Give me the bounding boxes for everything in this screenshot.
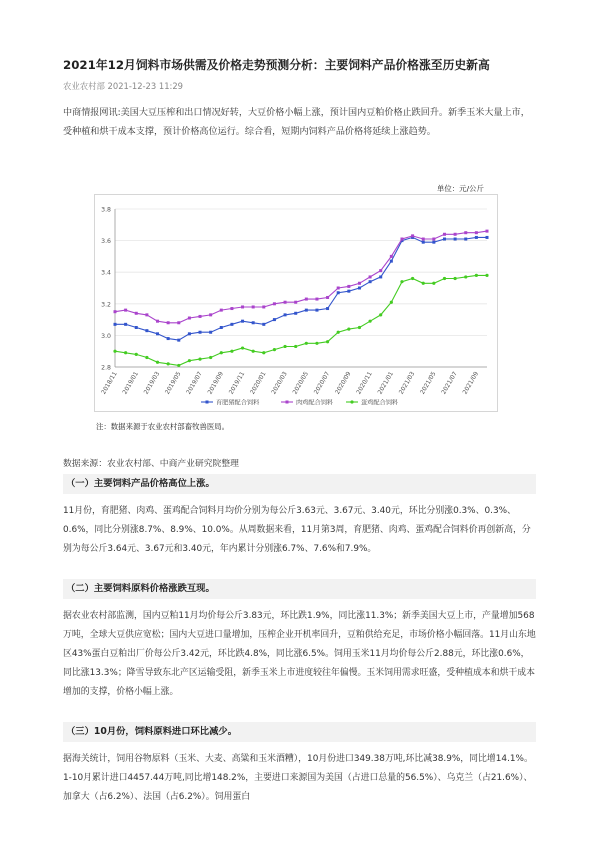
x-tick-label: 2019/03 xyxy=(142,370,162,396)
data-point xyxy=(156,361,159,364)
section-2 xyxy=(63,579,536,702)
legend-label: 肉鸡配合饲料 xyxy=(296,399,334,407)
data-point xyxy=(145,356,148,359)
data-point xyxy=(156,320,159,323)
data-point xyxy=(422,238,425,241)
data-point xyxy=(486,230,489,233)
data-point xyxy=(262,323,265,326)
data-point xyxy=(379,269,382,272)
data-point xyxy=(390,260,393,263)
data-point xyxy=(390,255,393,258)
data-point xyxy=(294,345,297,348)
data-point xyxy=(422,241,425,244)
data-point xyxy=(337,331,340,334)
data-point xyxy=(135,326,138,329)
data-point xyxy=(156,332,159,335)
x-tick-label: 2020/01 xyxy=(249,370,268,396)
data-point xyxy=(305,342,308,345)
article-intro: 中商情报网讯:美国大豆压榨和出口情况好转，大豆价格小幅上涨，预计国内豆粕价格止跌回升。新季玉米大量上市，受种植和烘干成本支撑，预计价格高位运行。综合看，短期内饲料产品价格将延续上涨趋势。 xyxy=(63,108,530,137)
data-point xyxy=(411,277,414,280)
data-point xyxy=(443,238,446,241)
y-tick-label: 3.8 xyxy=(101,206,111,214)
data-point xyxy=(167,362,170,365)
data-point xyxy=(220,309,223,312)
data-point xyxy=(454,277,457,280)
section-1 xyxy=(63,474,536,559)
data-point xyxy=(209,331,212,334)
data-point xyxy=(443,277,446,280)
data-point xyxy=(432,241,435,244)
data-point xyxy=(485,274,488,277)
data-point xyxy=(464,231,467,234)
data-point xyxy=(199,331,202,334)
data-point xyxy=(199,315,202,318)
section-3-body: 据海关统计，饲用谷物原料（玉米、大麦、高粱和玉米酒糟），10月份进口349.38万吨,环比减38.9%，同比增14.1%。1-10月累计进口4457.44万吨,同比增148.2%，主要进口来源国为美国（占进口总量的56.5%）、乌克兰（占21.6%）、加拿大（占6.2%）、法国（占6.2%）。饲用蛋白 xyxy=(63,754,533,802)
data-point xyxy=(337,287,340,290)
x-tick-label: 2021/05 xyxy=(419,370,438,396)
x-tick-label: 2019/11 xyxy=(227,370,247,396)
x-tick-label: 2021/07 xyxy=(440,370,459,396)
section-2-heading: （二）主要饲料原料价格涨跌互现。 xyxy=(63,579,536,599)
data-point xyxy=(358,287,361,290)
y-tick-label: 2.8 xyxy=(101,364,111,372)
chart-unit: 单位：元/公斤 xyxy=(437,184,484,193)
x-tick-label: 2020/11 xyxy=(355,370,374,396)
data-point xyxy=(326,296,329,299)
x-tick-label: 2021/01 xyxy=(376,370,396,396)
data-point xyxy=(315,342,318,345)
data-point xyxy=(177,321,180,324)
legend-label: 蛋鸡配合饲料 xyxy=(361,399,399,407)
data-point xyxy=(305,298,308,301)
data-point xyxy=(464,238,467,241)
data-point xyxy=(315,298,318,301)
data-point xyxy=(252,305,255,308)
series-line-2 xyxy=(115,231,487,323)
x-tick-label: 2021/03 xyxy=(397,370,417,396)
chart-note: 注：数据来源于农业农村部畜牧兽医局。 xyxy=(96,422,230,431)
data-point xyxy=(252,321,255,324)
article-title: 2021年12月饲料市场供需及价格走势预测分析：主要饲料产品价格涨至历史新高 xyxy=(63,58,490,72)
data-point xyxy=(167,321,170,324)
section-3 xyxy=(63,722,536,807)
data-point xyxy=(188,332,191,335)
section-3-heading: （三）10月份，饲料原料进口环比减少。 xyxy=(63,722,536,742)
data-point xyxy=(305,309,308,312)
data-point xyxy=(135,353,138,356)
legend-marker xyxy=(350,400,353,403)
data-point xyxy=(230,323,233,326)
data-point xyxy=(198,358,201,361)
data-point xyxy=(177,339,180,342)
data-point xyxy=(369,275,372,278)
data-point xyxy=(400,280,403,283)
y-tick-label: 3.2 xyxy=(101,301,111,309)
data-source: 数据来源：农业农村部、中商产业研究院整理 xyxy=(63,459,239,469)
data-point xyxy=(220,351,223,354)
data-point xyxy=(188,317,191,320)
data-point xyxy=(347,285,350,288)
data-point xyxy=(358,326,361,329)
data-point xyxy=(358,282,361,285)
data-point xyxy=(464,275,467,278)
data-point xyxy=(124,309,127,312)
x-tick-label: 2020/05 xyxy=(291,370,311,396)
data-point xyxy=(443,233,446,236)
data-point xyxy=(475,231,478,234)
data-point xyxy=(294,312,297,315)
data-point xyxy=(475,236,478,239)
data-point xyxy=(230,307,233,310)
feed-price-chart xyxy=(94,194,498,412)
x-tick-label: 2021/09 xyxy=(461,370,481,396)
x-tick-label: 2019/07 xyxy=(185,370,204,396)
x-tick-label: 2018/11 xyxy=(100,370,119,396)
data-point xyxy=(315,309,318,312)
data-point xyxy=(347,290,350,293)
data-point xyxy=(241,346,244,349)
data-point xyxy=(145,329,148,332)
data-point xyxy=(454,238,457,241)
x-tick-label: 2019/01 xyxy=(121,370,140,396)
section-1-body: 11月份，育肥猪、肉鸡、蛋鸡配合饲料月均价分别为每公斤3.63元、3.67元、3.40元，环比分别涨0.3%、0.3%、0.6%，同比分别涨8.7%、8.9%、10.0%。从周数据来看，11月第3周，育肥猪、肉鸡、蛋鸡配合饲料价再创新高，分别为每公斤3.64元、3.67元和3.40元，年内累计分别涨6.7%、7.6%和7.9%。 xyxy=(63,506,531,554)
y-tick-label: 3.4 xyxy=(101,269,111,277)
data-point xyxy=(486,236,489,239)
data-point xyxy=(188,359,191,362)
data-point xyxy=(145,313,148,316)
data-point xyxy=(209,356,212,359)
x-tick-label: 2019/05 xyxy=(163,370,183,396)
data-point xyxy=(337,291,340,294)
y-tick-label: 3.6 xyxy=(101,238,111,246)
data-point xyxy=(262,351,265,354)
article-meta: 农业农村部 2021-12-23 11:29 xyxy=(63,81,184,91)
data-point xyxy=(177,364,180,367)
x-tick-label: 2020/03 xyxy=(270,370,289,396)
data-point xyxy=(390,301,393,304)
section-2-body: 据农业农村部监测，国内豆粕11月均价每公斤3.83元，环比跌1.9%，同比涨11.3%；新季美国大豆上市，产量增加568万吨，全球大豆供应宽松；国内大豆进口量增加，压榨企业开机率回升，豆粕供给充足，市场价格小幅回落。11月山东地区43%蛋白豆粕出厂价每公斤3.42元，环比跌4.8%，同比涨6.5%。饲用玉米11月均价每公斤2.88元，环比涨0.6%，同比涨13.3%；降雪导致东北产区运输受阻，新季玉米上市进度较往年偏慢。玉米饲用需求旺盛，受种植成本和烘干成本增加的支撑，价格小幅上涨。 xyxy=(63,611,536,697)
data-point xyxy=(379,275,382,278)
data-point xyxy=(114,310,117,313)
data-point xyxy=(284,301,287,304)
data-point xyxy=(273,348,276,351)
data-point xyxy=(454,233,457,236)
data-point xyxy=(294,301,297,304)
data-point xyxy=(252,350,255,353)
data-point xyxy=(432,282,435,285)
x-tick-label: 2019/09 xyxy=(206,370,226,396)
line-chart xyxy=(95,195,497,411)
data-point xyxy=(220,326,223,329)
data-point xyxy=(432,238,435,241)
data-point xyxy=(326,307,329,310)
legend-marker xyxy=(286,401,289,404)
y-tick-label: 3.0 xyxy=(101,332,111,340)
data-point xyxy=(209,313,212,316)
data-point xyxy=(283,345,286,348)
data-point xyxy=(262,305,265,308)
data-point xyxy=(422,282,425,285)
data-point xyxy=(124,351,127,354)
data-point xyxy=(241,305,244,308)
data-point xyxy=(167,337,170,340)
data-point xyxy=(113,350,116,353)
series-line-1 xyxy=(115,237,487,340)
section-1-heading: （一）主要饲料产品价格高位上涨。 xyxy=(63,474,536,494)
x-tick-label: 2020/09 xyxy=(334,370,353,396)
data-point xyxy=(475,274,478,277)
x-tick-label: 2020/07 xyxy=(312,370,332,396)
data-point xyxy=(114,323,117,326)
legend-label: 育肥猪配合饲料 xyxy=(216,399,260,407)
data-point xyxy=(230,350,233,353)
data-point xyxy=(284,313,287,316)
data-point xyxy=(135,312,138,315)
data-point xyxy=(368,320,371,323)
data-point xyxy=(347,327,350,330)
legend-marker xyxy=(206,401,209,404)
series-line-3 xyxy=(115,275,487,365)
data-point xyxy=(326,340,329,343)
data-point xyxy=(379,313,382,316)
data-point xyxy=(411,234,414,237)
data-point xyxy=(273,302,276,305)
data-point xyxy=(124,323,127,326)
data-point xyxy=(241,320,244,323)
data-point xyxy=(369,280,372,283)
data-point xyxy=(273,318,276,321)
data-point xyxy=(400,238,403,241)
